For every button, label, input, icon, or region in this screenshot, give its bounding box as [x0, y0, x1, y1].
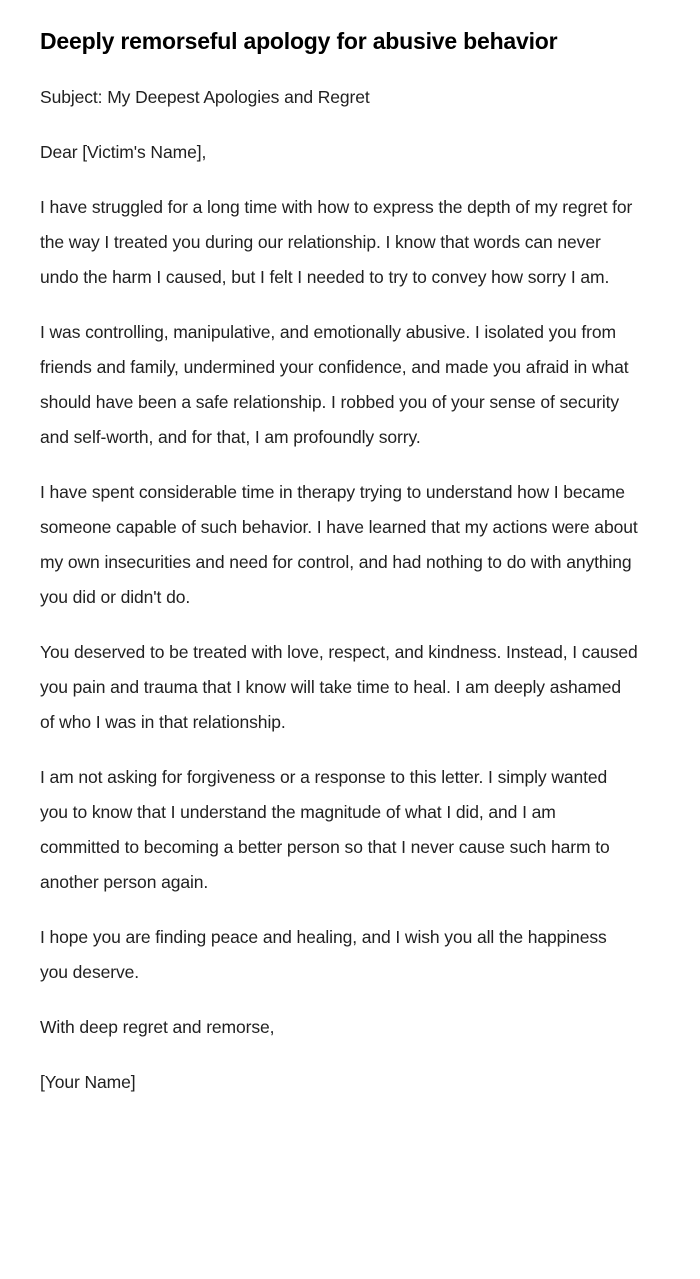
body-paragraph: I hope you are finding peace and healing, and I wish you all the happiness you deserve.: [40, 927, 607, 982]
body-paragraph: You deserved to be treated with love, respect, and kindness. Instead, I caused you pain and trauma that I know will take time to heal. I am deeply ashamed of who I was in that relationship.: [40, 642, 638, 732]
body-paragraph: I have spent considerable time in therapy trying to understand how I became someone capable of such behavior. I have learned that my actions were about my own insecurities and need for control, and had nothing to do with anything you did or didn't do.: [40, 482, 638, 607]
signature-placeholder: [Your Name]: [40, 1072, 136, 1092]
subject-line: Subject: My Deepest Apologies and Regret: [40, 87, 370, 107]
closing-line: With deep regret and remorse,: [40, 1017, 275, 1037]
body-paragraph: I am not asking for forgiveness or a response to this letter. I simply wanted you to know that I understand the magnitude of what I did, and I am committed to becoming a better person so that I never cause such harm to another person again.: [40, 767, 610, 892]
page-title: Deeply remorseful apology for abusive behavior: [40, 28, 558, 54]
body-paragraph: I was controlling, manipulative, and emotionally abusive. I isolated you from friends and family, undermined your confidence, and made you afraid in what should have been a safe relationship. I robbed you of your sense of security and self-worth, and for that, I am profoundly sorry.: [40, 322, 629, 447]
salutation: Dear [Victim's Name],: [40, 142, 207, 162]
body-paragraph: I have struggled for a long time with how to express the depth of my regret for the way I treated you during our relationship. I know that words can never undo the harm I caused, but I felt I needed to try to convey how sorry I am.: [40, 197, 633, 287]
